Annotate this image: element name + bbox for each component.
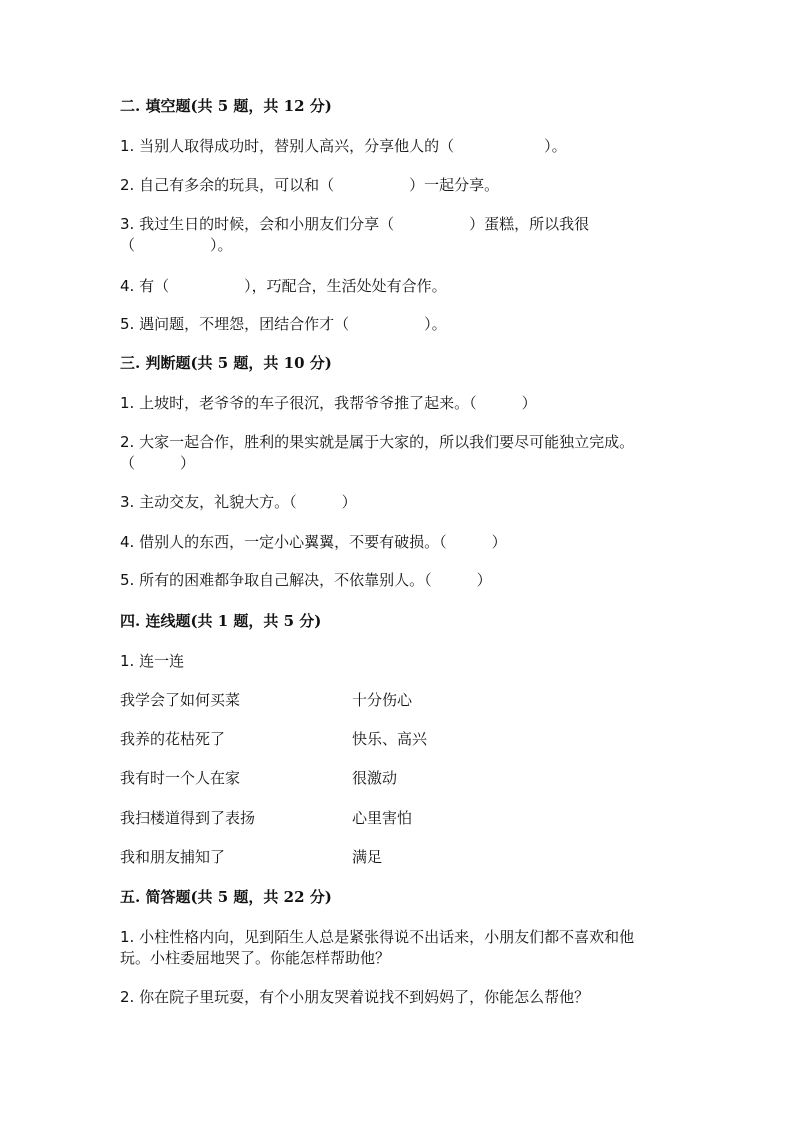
true-false-question-3: 3. 主动交友，礼貌大方。（ ）: [120, 493, 357, 511]
matching-right-item-5: 满足: [352, 848, 383, 866]
matching-right-item-4: 心里害怕: [352, 809, 413, 827]
short-answer-question-1-continued: 玩。小柱委屈地哭了。你能怎样帮助他？: [120, 949, 391, 967]
true-false-question-1: 1. 上坡时，老爷爷的车子很沉，我帮爷爷推了起来。（ ）: [120, 394, 537, 412]
true-false-question-2: 2. 大家一起合作，胜利的果实就是属于大家的，所以我们要尽可能独立完成。: [120, 433, 635, 451]
short-answer-question-2: 2. 你在院子里玩耍，有个小朋友哭着说找不到妈妈了，你能怎么帮他？: [120, 988, 590, 1006]
matching-left-item-1: 我学会了如何买菜: [120, 691, 241, 709]
matching-right-item-3: 很激动: [352, 769, 398, 787]
section-heading-matching: 四. 连线题(共 1 题，共 5 分): [120, 612, 322, 630]
fill-blank-question-4: 4. 有（ ），巧配合，生活处处有合作。: [120, 277, 447, 295]
matching-left-item-2: 我养的花枯死了: [120, 730, 226, 748]
matching-question-1: 1. 连一连: [120, 652, 185, 670]
matching-left-item-5: 我和朋友捕知了: [120, 848, 226, 866]
fill-blank-question-1: 1. 当别人取得成功时，替别人高兴，分享他人的（ ）。: [120, 137, 567, 155]
section-heading-short-answer: 五. 简答题(共 5 题，共 22 分): [120, 888, 332, 906]
section-heading-fill-blank: 二. 填空题(共 5 题，共 12 分): [120, 97, 332, 115]
matching-left-item-4: 我扫楼道得到了表扬: [120, 809, 256, 827]
matching-right-item-2: 快乐、高兴: [352, 730, 428, 748]
section-heading-true-false: 三. 判断题(共 5 题，共 10 分): [120, 354, 332, 372]
matching-left-item-3: 我有时一个人在家: [120, 769, 241, 787]
fill-blank-question-3: 3. 我过生日的时候，会和小朋友们分享（ ）蛋糕，所以我很: [120, 215, 590, 233]
short-answer-question-1: 1. 小柱性格内向，见到陌生人总是紧张得说不出话来，小朋友们都不喜欢和他: [120, 928, 635, 946]
true-false-question-4: 4. 借别人的东西，一定小心翼翼，不要有破损。（ ）: [120, 533, 507, 551]
fill-blank-question-3-continued: （ ）。: [120, 236, 233, 254]
fill-blank-question-5: 5. 遇问题，不埋怨，团结合作才（ ）。: [120, 315, 447, 333]
true-false-question-5: 5. 所有的困难都争取自己解决，不依靠别人。（ ）: [120, 571, 492, 589]
fill-blank-question-2: 2. 自己有多余的玩具，可以和（ ）一起分享。: [120, 176, 500, 194]
true-false-question-2-continued: （ ）: [120, 454, 196, 472]
matching-right-item-1: 十分伤心: [352, 691, 413, 709]
